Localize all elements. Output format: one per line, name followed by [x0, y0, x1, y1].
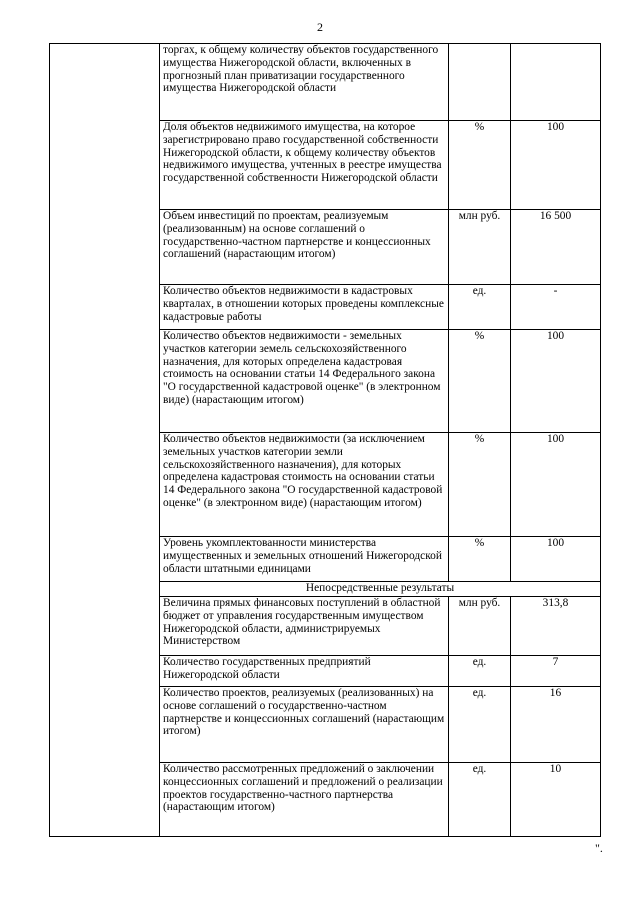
table-row: [50, 44, 601, 121]
indicator-name: Уровень укомплектованности министерства имущественных и земельных отношений Нижегородской области штатными единицами: [160, 537, 449, 582]
indicator-name: Величина прямых финансовых поступлений в областной бюджет от управления государственным имуществом Нижегородской области, администрируемых Министерством: [160, 597, 449, 656]
indicator-name: Объем инвестиций по проектам, реализуемым (реализованным) на основе соглашений о государственно-частном партнерстве и концессионных соглашений (нарастающим итогом): [160, 210, 449, 285]
unit-cell: млн руб.: [449, 597, 511, 656]
indicator-name: Количество объектов недвижимости (за исключением земельных участков категории земли сельскохозяйственного назначения), для которых определена кадастровая стоимость на основании статьи 14 Федерального закона "О государственной кадастровой оценке" (в электронном виде) (нарастающим итогом): [160, 433, 449, 537]
indicator-name: Количество проектов, реализуемых (реализованных) на основе соглашений о государственно-частном партнерстве и концессионных соглашений (нарастающим итогом): [160, 687, 449, 763]
indicator-name: Количество объектов недвижимости - земельных участков категории земель сельскохозяйственного назначения, для которых определена кадастровая стоимость на основании статьи 14 Федерального закона "О государственной кадастровой оценке" (в электронном виде) (нарастающим итогом): [160, 330, 449, 433]
unit-cell: %: [449, 433, 511, 537]
indicator-name: Доля объектов недвижимого имущества, на которое зарегистрировано право государственной собственности Нижегородской области, к общему количеству объектов недвижимого имущества, учтенных в реестре имущества государственной собственности Нижегородской области: [160, 121, 449, 210]
unit-cell: %: [449, 121, 511, 210]
unit-cell: ед.: [449, 656, 511, 687]
unit-cell: %: [449, 537, 511, 582]
indicator-name: Количество государственных предприятий Нижегородской области: [160, 656, 449, 687]
value-cell: 7: [511, 656, 601, 687]
value-cell: 16: [511, 687, 601, 763]
blank-column-cell: [50, 44, 160, 837]
unit-cell: ед.: [449, 285, 511, 330]
value-cell: 313,8: [511, 597, 601, 656]
value-cell: 100: [511, 121, 601, 210]
unit-cell: [449, 44, 511, 121]
value-cell: 16 500: [511, 210, 601, 285]
indicator-name: торгах, к общему количеству объектов государственного имущества Нижегородской области, включенных в прогнозный план приватизации государственного имущества Нижегородской области: [160, 44, 449, 121]
value-cell: [511, 44, 601, 121]
indicators-table: [49, 43, 601, 837]
indicator-name: Количество объектов недвижимости в кадастровых кварталах, в отношении которых проведены комплексные кадастровые работы: [160, 285, 449, 330]
value-cell: 100: [511, 330, 601, 433]
section-title: Непосредственные результаты: [160, 582, 601, 597]
unit-cell: ед.: [449, 687, 511, 763]
unit-cell: млн руб.: [449, 210, 511, 285]
closing-quote-mark: ".: [595, 841, 603, 855]
value-cell: 100: [511, 537, 601, 582]
value-cell: 100: [511, 433, 601, 537]
value-cell: -: [511, 285, 601, 330]
value-cell: 10: [511, 763, 601, 837]
page-number: 2: [317, 20, 323, 34]
indicator-name: Количество рассмотренных предложений о заключении концессионных соглашений и предложений о реализации проектов государственно-частного партнерства (нарастающим итогом): [160, 763, 449, 837]
unit-cell: ед.: [449, 763, 511, 837]
unit-cell: %: [449, 330, 511, 433]
